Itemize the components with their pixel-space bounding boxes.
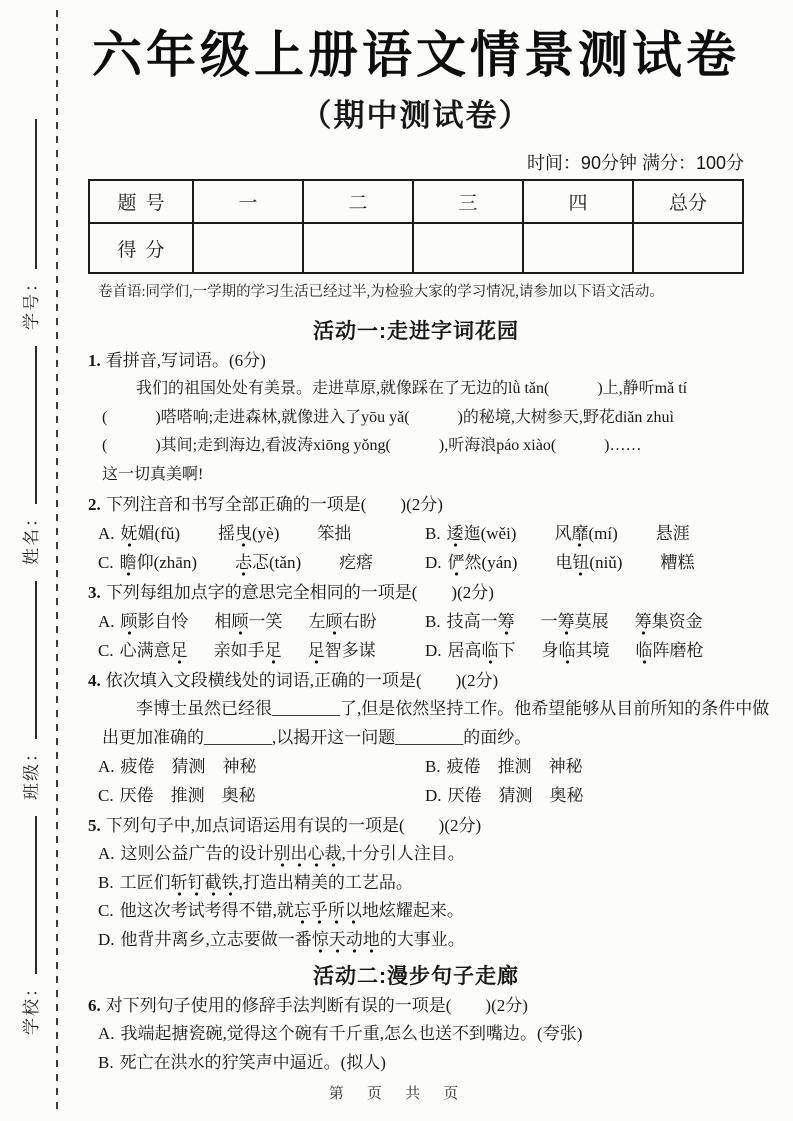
- score-table: [88, 179, 744, 274]
- dotted-text: 筹: [498, 612, 515, 636]
- plain-text: 悬涯: [655, 524, 690, 543]
- option-item: [656, 519, 690, 548]
- option-item: [218, 519, 279, 548]
- option-item: [542, 636, 610, 665]
- student-field-label-number: 学号：: [21, 273, 41, 330]
- page-subtitle: （期中测试卷）: [300, 98, 532, 133]
- page-title: 六年级上册语文情景测试卷: [92, 27, 740, 83]
- option-label: C.: [98, 553, 114, 572]
- dotted-text: 顾: [232, 612, 249, 636]
- plain-text: 阵磨枪: [652, 641, 704, 660]
- score-col-total: 总分: [633, 180, 743, 223]
- plain-text: 莫展: [574, 612, 609, 631]
- q4-option-C: [98, 781, 425, 810]
- q4-paragraph-line: 李博士虽然已经很________了,但是依然坚持工作。他希望能够从目前所知的条件中做: [136, 699, 770, 718]
- dotted-text: 顾: [121, 612, 138, 636]
- dotted-text: 临: [482, 641, 499, 665]
- score-cell: [523, 223, 633, 273]
- option-item: [635, 607, 703, 636]
- plain-text: 一笑: [248, 612, 283, 631]
- score-col-2: 二: [303, 180, 413, 223]
- option-item: [309, 607, 377, 636]
- score-table-header-row: [89, 180, 743, 223]
- plain-text: 集资金: [651, 612, 703, 631]
- dotted-text: 惊天动地: [312, 930, 380, 954]
- dotted-text: 忘乎所以: [294, 901, 362, 925]
- plain-text: 心满意: [119, 641, 171, 660]
- dotted-text: 俨: [448, 553, 465, 577]
- dashed-separator: [56, 10, 58, 1112]
- q5-option-D: [88, 926, 744, 955]
- section-2-heading: 活动二:漫步句子走廊: [313, 965, 519, 988]
- student-info-strip: [6, 85, 52, 1035]
- dotted-text: 临: [636, 641, 653, 665]
- q4-option-A: [98, 752, 425, 781]
- q2-options-row-2: [88, 548, 744, 577]
- q4-option-B: [425, 752, 744, 781]
- plain-text: 这则公益广告的设计: [120, 844, 274, 863]
- q2-stem-text: 下列注音和书写全部正确的一项是( )(2分): [105, 495, 443, 514]
- q2-option-C: [98, 548, 425, 577]
- q5-number: 5.: [88, 816, 101, 835]
- q5-option-A: [88, 840, 744, 869]
- option-item: [447, 607, 515, 636]
- q2-option-D: [425, 548, 744, 577]
- plain-text: 笨拙: [317, 524, 352, 543]
- option-item: [120, 548, 197, 577]
- student-field-label-school: 学校：: [21, 978, 41, 1035]
- plain-text: 疙瘩: [339, 553, 374, 572]
- option-item: [235, 548, 301, 577]
- option-sentence: [120, 901, 464, 925]
- q6-option-A: [88, 1020, 744, 1049]
- q3-stem: [88, 579, 744, 607]
- dotted-text: 足: [171, 641, 188, 665]
- dotted-text: 别出心裁: [274, 844, 342, 868]
- plain-text: 下: [498, 641, 516, 660]
- dotted-text: 筹: [635, 612, 652, 636]
- q4-number: 4.: [88, 671, 101, 690]
- option-item: [447, 519, 517, 548]
- option-label: B.: [98, 872, 114, 892]
- plain-text: 身: [541, 641, 559, 660]
- q3-option-C: [98, 636, 425, 665]
- q2-stem: [88, 491, 744, 519]
- option-item: 疲倦 推测 神秘: [446, 757, 583, 776]
- dotted-text: 曳: [235, 524, 252, 548]
- plain-text: (niǔ): [589, 553, 623, 572]
- plain-text: 忑(tǎn): [252, 553, 302, 572]
- plain-text: 左: [308, 612, 326, 631]
- option-item: 厌倦 猜测 奥秘: [447, 786, 584, 805]
- q5-option-C: [88, 897, 744, 926]
- option-item: [555, 548, 622, 577]
- dotted-text: 足: [308, 641, 325, 665]
- score-table-row1-label: 题号: [89, 180, 193, 223]
- q1-paragraph-line: ( )其间;走到海边,看波涛xiōng yǒng( ),听海浪páo xiào( )……: [102, 437, 642, 454]
- option-item: [121, 519, 180, 548]
- student-field-label-class: 班级：: [21, 743, 41, 800]
- option-item: [308, 636, 376, 665]
- option-sentence: [121, 844, 465, 868]
- plain-text: 智多谋: [324, 641, 376, 660]
- option-item: [448, 548, 518, 577]
- option-item: [120, 636, 188, 665]
- q4-option-D: [425, 781, 744, 810]
- plain-text: 其境: [575, 641, 610, 660]
- option-item: [339, 548, 373, 577]
- plain-text: 工匠们: [119, 872, 171, 892]
- option-label: D.: [425, 641, 442, 660]
- fill-in-line-number: [6, 119, 37, 269]
- plain-text: 一: [540, 612, 558, 631]
- fill-in-line-school: [6, 816, 37, 974]
- q3-stem-text: 下列每组加点字的意思完全相同的一项是( )(2分): [105, 583, 494, 602]
- fill-in-line-name: [6, 346, 37, 504]
- fill-in-line-class: [6, 581, 37, 739]
- dotted-text: 逶: [447, 524, 464, 548]
- option-item: [215, 607, 283, 636]
- q3-options-row-2: [88, 636, 744, 665]
- plain-text: 风: [554, 524, 572, 543]
- plain-text: 摇: [218, 524, 236, 543]
- option-label: C.: [98, 901, 114, 920]
- option-label: C.: [98, 641, 114, 660]
- q5-stem-text: 下列句子中,加点词语运用有误的一项是( )(2分): [105, 816, 482, 835]
- q1-stem: [88, 347, 744, 375]
- dotted-text: 顾: [326, 612, 343, 636]
- q4-stem-text: 依次填入文段横线处的词语,正确的一项是( )(2分): [105, 671, 499, 690]
- plain-text: 糟糕: [660, 553, 695, 572]
- q1-stem-text: 看拼音,写词语。(6分): [105, 351, 266, 370]
- option-label: A.: [98, 757, 115, 776]
- q4-options-row-1: [88, 752, 744, 781]
- q6-option-B: [88, 1049, 744, 1078]
- option-item: [317, 519, 351, 548]
- plain-text: ,十分引人注目。: [341, 844, 465, 863]
- q4-paragraph-line: 出更加准确的________,以揭开这一问题________的面纱。: [102, 727, 532, 747]
- plain-text: 技高一: [446, 612, 498, 631]
- option-label: C.: [98, 786, 114, 805]
- exam-paper: [88, 0, 770, 1077]
- plain-text: 地炫耀起来。: [361, 901, 464, 920]
- dotted-text: 足: [265, 641, 282, 665]
- dotted-text: 钮: [572, 553, 589, 577]
- plain-text: (mí): [588, 524, 618, 543]
- option-item: 厌倦 推测 奥秘: [119, 786, 256, 805]
- option-item: [214, 636, 282, 665]
- q2-option-A: [98, 519, 425, 548]
- q6-number: 6.: [88, 996, 101, 1015]
- option-sentence: 死亡在洪水的狞笑声中逼近。(拟人): [119, 1052, 386, 1072]
- q2-number: 2.: [88, 495, 101, 514]
- q2-options-row-1: [88, 519, 744, 548]
- student-field-label-name: 姓名：: [21, 508, 41, 565]
- score-col-4: 四: [523, 180, 633, 223]
- plain-text: ,打造出精美的工艺品。: [238, 872, 413, 892]
- q4-options-row-2: [88, 781, 744, 810]
- option-item: [660, 548, 694, 577]
- option-item: [554, 519, 617, 548]
- dotted-text: 临: [559, 641, 576, 665]
- score-cell: [413, 223, 523, 273]
- score-table-score-row: [89, 223, 743, 273]
- option-label: D.: [425, 553, 442, 572]
- dotted-text: 瞻: [120, 553, 137, 577]
- q1-paragraph-line: 我们的祖国处处有美景。走进草原,就像踩在了无边的lǜ tǎn( )上,静听mǎ tí: [136, 380, 688, 397]
- plain-text: (yè): [252, 524, 280, 543]
- intro-text: 卷首语:同学们,一学期的学习生活已经过半,为检验大家的学习情况,请参加以下语文活动。: [98, 284, 664, 300]
- plain-text: 右盼: [342, 612, 377, 631]
- plain-text: 亲如手: [213, 641, 265, 660]
- option-label: A.: [98, 1024, 115, 1043]
- section-1-heading: 活动一:走进字词花园: [313, 320, 519, 343]
- q6-stem: [88, 992, 744, 1020]
- dotted-text: 筹: [558, 612, 575, 636]
- q3-option-A: [98, 607, 425, 636]
- q5-stem: [88, 812, 744, 840]
- q1-paragraph-line: ( )嗒嗒响;走进森林,就像进入了yōu yǎ( )的秘境,大树参天,野花diǎn zhuì: [102, 408, 674, 426]
- option-label: D.: [425, 786, 442, 805]
- dotted-text: 忐: [235, 553, 252, 577]
- q3-number: 3.: [88, 583, 101, 602]
- plain-text: 影自怜: [137, 612, 189, 631]
- option-label: D.: [98, 929, 115, 949]
- plain-text: 然(yán): [464, 553, 518, 572]
- dotted-text: 斩钉截铁: [171, 873, 239, 897]
- plain-text: 他这次考试考得不错,就: [119, 901, 294, 920]
- option-item: [541, 607, 609, 636]
- option-sentence: [121, 930, 465, 954]
- score-cell: [193, 223, 303, 273]
- q2-option-B: [425, 519, 744, 548]
- score-cell: [633, 223, 743, 273]
- option-label: A.: [98, 612, 115, 631]
- plain-text: 媚(fǔ): [137, 524, 181, 543]
- q1-number: 1.: [88, 351, 101, 370]
- q3-option-B: [425, 607, 744, 636]
- plain-text: 迤(wěi): [463, 524, 517, 543]
- option-item: [448, 636, 516, 665]
- option-label: A.: [98, 844, 115, 863]
- q5-option-B: [88, 869, 744, 898]
- dotted-text: 妩: [121, 524, 138, 548]
- score-col-3: 三: [413, 180, 523, 223]
- option-item: [636, 636, 704, 665]
- score-table-row2-label: 得分: [89, 223, 193, 273]
- score-col-1: 一: [193, 180, 303, 223]
- q6-stem-text: 对下列句子使用的修辞手法判断有误的一项是( )(2分): [105, 996, 528, 1015]
- plain-text: 的大事业。: [379, 929, 465, 949]
- option-label: B.: [425, 757, 441, 776]
- page-footer: 第 页 共 页: [328, 1085, 465, 1102]
- option-sentence: 我端起搪瓷碗,觉得这个碗有千斤重,怎么也送不到嘴边。(夸张): [120, 1024, 583, 1043]
- plain-text: 他背井离乡,立志要做一番: [120, 929, 312, 949]
- option-label: B.: [425, 612, 441, 631]
- option-label: B.: [98, 1052, 114, 1072]
- plain-text: 居高: [447, 641, 482, 660]
- option-label: A.: [98, 524, 115, 543]
- q4-stem: [88, 667, 744, 695]
- plain-text: 仰(zhān): [136, 553, 198, 572]
- option-label: B.: [425, 524, 441, 543]
- q1-paragraph-line: 这一切真美啊!: [102, 465, 204, 483]
- plain-text: 电: [555, 553, 573, 572]
- dotted-text: 靡: [571, 524, 588, 548]
- option-item: [121, 607, 189, 636]
- exam-meta: 时间：90分钟 满分：100分: [526, 153, 744, 173]
- option-sentence: [120, 873, 413, 897]
- q3-option-D: [425, 636, 744, 665]
- plain-text: 相: [214, 612, 232, 631]
- score-cell: [303, 223, 413, 273]
- q3-options-row-1: [88, 607, 744, 636]
- option-item: 疲倦 猜测 神秘: [120, 757, 257, 776]
